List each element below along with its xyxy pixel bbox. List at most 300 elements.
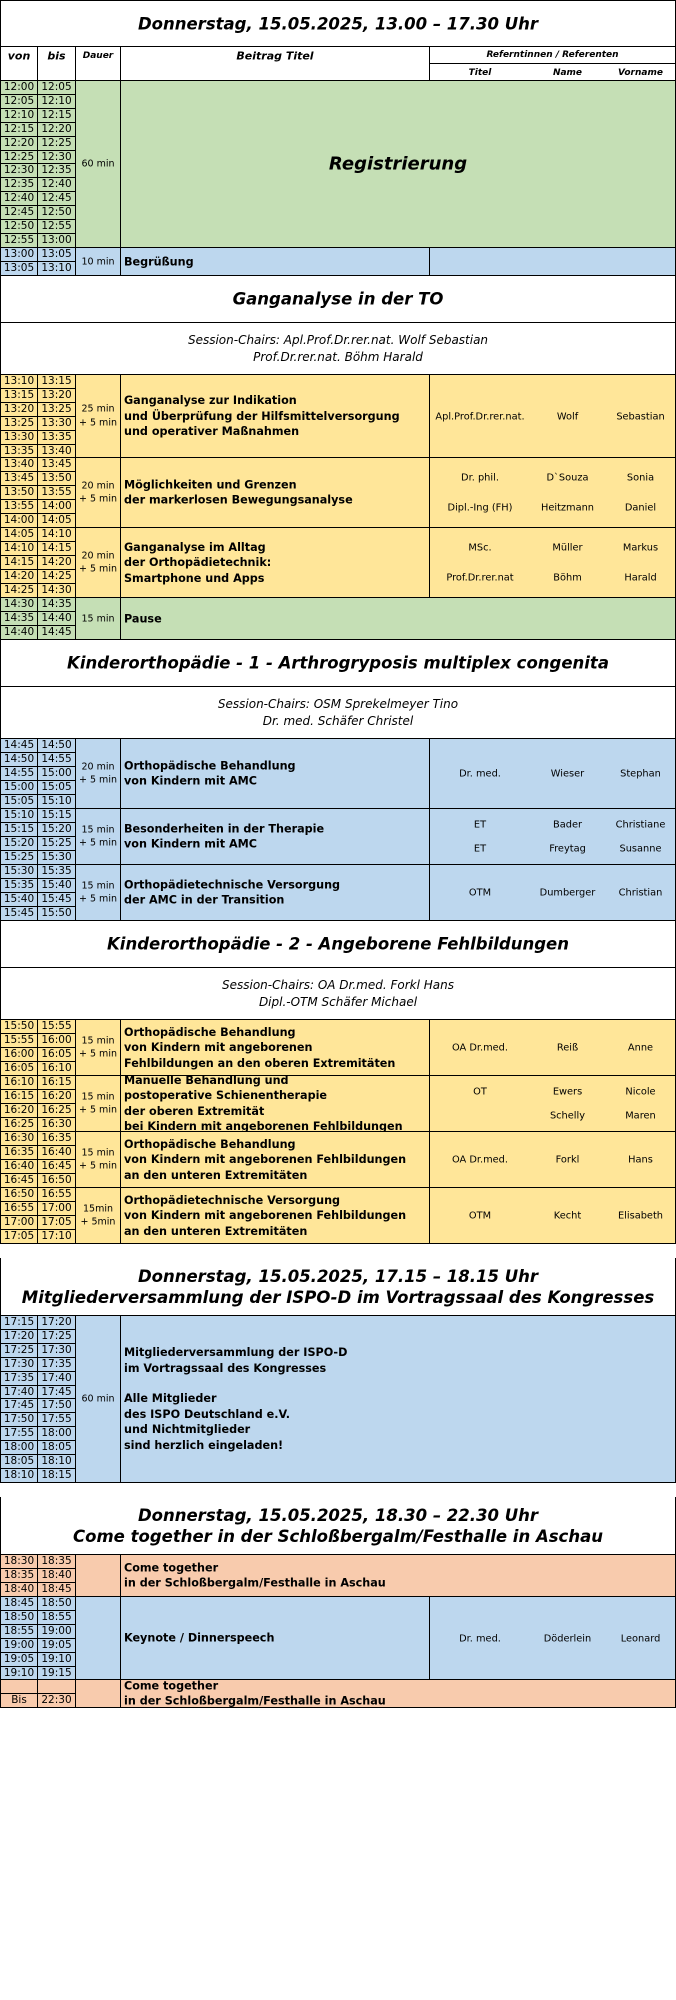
chairs-line: Prof.Dr.rer.nat. Böhm Harald bbox=[253, 349, 423, 364]
title-line: der markerlosen Bewegungsanalyse bbox=[124, 493, 353, 507]
chairs-line: Session-Chairs: OA Dr.med. Forkl Hans bbox=[221, 977, 454, 992]
speaker-name: D`Souza bbox=[546, 472, 589, 484]
program-block bbox=[0, 1597, 676, 1680]
time-bis: 14:40 bbox=[38, 612, 76, 626]
time-bis: 15:00 bbox=[38, 767, 76, 781]
banner-text bbox=[1, 13, 675, 34]
duration-line: 10 min bbox=[81, 255, 115, 267]
time-von: 15:45 bbox=[0, 907, 38, 921]
time-bis: 12:50 bbox=[38, 206, 76, 220]
time-von: 15:25 bbox=[0, 851, 38, 865]
time-bis: 16:50 bbox=[38, 1174, 76, 1188]
duration-line: 15 min bbox=[81, 1147, 115, 1158]
title-text bbox=[121, 1136, 429, 1183]
time-bis: 16:10 bbox=[38, 1062, 76, 1076]
duration-line: + 5 min bbox=[79, 1160, 117, 1172]
time-bis: 15:40 bbox=[38, 879, 76, 893]
title-line: Alle Mitglieder bbox=[124, 1392, 217, 1405]
speaker-name: Wieser bbox=[550, 768, 585, 780]
title-cell bbox=[121, 739, 430, 809]
time-bis: 14:15 bbox=[38, 542, 76, 556]
time-von: 13:45 bbox=[0, 472, 38, 486]
time-von: 18:40 bbox=[0, 1583, 38, 1597]
time-bis: 18:35 bbox=[38, 1555, 76, 1569]
time-bis: 16:15 bbox=[38, 1076, 76, 1090]
time-bis: 17:00 bbox=[38, 1202, 76, 1216]
time-bis: 15:55 bbox=[38, 1020, 76, 1034]
title-text bbox=[121, 1560, 675, 1591]
duration-text bbox=[76, 403, 120, 430]
duration-cell bbox=[76, 1076, 121, 1132]
speaker-vorname: Hans bbox=[628, 1154, 653, 1166]
title-line: Ganganalyse im Alltag bbox=[124, 540, 266, 554]
speaker-titel: ET bbox=[473, 819, 487, 831]
time-von: 14:50 bbox=[0, 753, 38, 767]
time-von: 16:00 bbox=[0, 1048, 38, 1062]
time-bis: 17:40 bbox=[38, 1372, 76, 1386]
duration-text bbox=[76, 479, 120, 506]
duration-line: 60 min bbox=[81, 158, 115, 170]
time-von: 13:15 bbox=[0, 389, 38, 403]
time-von: 13:35 bbox=[0, 445, 38, 458]
speaker-vorname: Stephan bbox=[620, 768, 661, 780]
duration-line: 15 min bbox=[81, 612, 115, 624]
banner-line: Come together in der Schloßbergalm/Festhalle in Aschau bbox=[73, 1526, 603, 1546]
title-line: von Kindern mit angeborenen Fehlbildungen bbox=[124, 1152, 407, 1166]
time-bis: 13:40 bbox=[38, 445, 76, 458]
table-header bbox=[0, 47, 676, 81]
speaker-titel: ET bbox=[473, 843, 487, 855]
time-von: 14:35 bbox=[0, 612, 38, 626]
time-von: 13:25 bbox=[0, 417, 38, 431]
duration-line: 20 min bbox=[81, 761, 115, 772]
duration-line: 60 min bbox=[81, 1393, 115, 1405]
banner-text bbox=[1, 289, 675, 310]
speaker-vorname: Harald bbox=[624, 572, 657, 584]
time-von: 15:00 bbox=[0, 781, 38, 795]
speaker-titel: Dr. med. bbox=[459, 1633, 501, 1644]
title-line: der Orthopädietechnik: bbox=[124, 555, 272, 569]
time-bis: 16:40 bbox=[38, 1146, 76, 1160]
time-bis bbox=[38, 1680, 76, 1694]
speakers-cell bbox=[430, 1132, 676, 1188]
time-bis: 17:10 bbox=[38, 1230, 76, 1244]
time-von: 12:50 bbox=[0, 220, 38, 234]
speaker-titel: OA Dr.med. bbox=[451, 1042, 509, 1054]
speaker-vorname: Elisabeth bbox=[617, 1210, 664, 1222]
time-von: 12:35 bbox=[0, 178, 38, 192]
title-line: an den unteren Extremitäten bbox=[124, 1168, 308, 1182]
speaker-name: Döderlein bbox=[543, 1633, 592, 1644]
time-bis: 16:20 bbox=[38, 1090, 76, 1104]
title-text bbox=[121, 611, 675, 627]
time-von: 18:30 bbox=[0, 1555, 38, 1569]
banner-line: Donnerstag, 15.05.2025, 17.15 – 18.15 Uhr bbox=[137, 1266, 539, 1286]
duration-text bbox=[76, 157, 120, 171]
time-bis: 14:45 bbox=[38, 626, 76, 640]
header-label: Referntinnen / Referenten bbox=[486, 50, 619, 60]
speakers-cell bbox=[430, 528, 676, 598]
chairs-line: Session-Chairs: Apl.Prof.Dr.rer.nat. Wolf Sebastian bbox=[187, 332, 489, 347]
time-von: 17:05 bbox=[0, 1230, 38, 1244]
time-bis: 15:45 bbox=[38, 893, 76, 907]
title-line: und Überprüfung der Hilfsmittelversorgung bbox=[124, 409, 400, 423]
time-bis: 13:10 bbox=[38, 262, 76, 276]
banner-text bbox=[1, 1266, 675, 1308]
duration-line: 15 min bbox=[81, 880, 115, 891]
duration-line: 15 min bbox=[81, 824, 115, 835]
header-label: von bbox=[7, 49, 31, 63]
time-bis: 13:35 bbox=[38, 431, 76, 445]
speakers-cell bbox=[430, 1188, 676, 1244]
program-block bbox=[0, 375, 676, 458]
time-von: 16:15 bbox=[0, 1090, 38, 1104]
speaker-name: Reiß bbox=[556, 1042, 579, 1054]
time-bis: 14:20 bbox=[38, 556, 76, 570]
duration-cell bbox=[76, 865, 121, 921]
time-bis: 14:35 bbox=[38, 598, 76, 612]
speaker-name: Müller bbox=[552, 542, 583, 554]
time-bis: 13:55 bbox=[38, 486, 76, 500]
title-text bbox=[121, 821, 429, 852]
time-von: 17:00 bbox=[0, 1216, 38, 1230]
title-cell bbox=[121, 1132, 430, 1188]
time-bis: 16:55 bbox=[38, 1188, 76, 1202]
header-label: Beitrag Titel bbox=[236, 49, 314, 63]
header-label: Dauer bbox=[82, 51, 114, 61]
speaker-name: Forkl bbox=[555, 1154, 580, 1166]
speaker-vorname: Nicole bbox=[625, 1086, 656, 1098]
title-line: bei Kindern mit angeborenen Fehlbildungen bbox=[124, 1120, 403, 1132]
time-von: 13:00 bbox=[0, 248, 38, 262]
title-line: Orthopädietechnische Versorgung bbox=[124, 1193, 341, 1207]
title-line: von Kindern mit AMC bbox=[124, 774, 258, 788]
title-text bbox=[121, 477, 429, 508]
duration-cell bbox=[76, 809, 121, 865]
speaker-titel: Prof.Dr.rer.nat bbox=[446, 572, 514, 584]
time-von: 19:05 bbox=[0, 1653, 38, 1667]
banner-text bbox=[1, 934, 675, 955]
speaker-titel: Dipl.-Ing (FH) bbox=[447, 502, 513, 514]
time-bis: 13:00 bbox=[38, 234, 76, 248]
time-von: 14:45 bbox=[0, 739, 38, 753]
time-bis: 16:45 bbox=[38, 1160, 76, 1174]
banner-line: Kinderorthopädie - 1 - Arthrogryposis multiplex congenita bbox=[67, 653, 609, 673]
time-bis: 17:05 bbox=[38, 1216, 76, 1230]
speakers-cell bbox=[430, 248, 676, 276]
duration-cell bbox=[76, 1188, 121, 1244]
time-bis: 19:00 bbox=[38, 1625, 76, 1639]
time-von: 15:40 bbox=[0, 893, 38, 907]
duration-line: + 5 min bbox=[79, 774, 117, 786]
chairs-text bbox=[1, 696, 675, 730]
program-block bbox=[0, 1132, 676, 1188]
duration-line: + 5 min bbox=[79, 493, 117, 505]
time-bis: 14:55 bbox=[38, 753, 76, 767]
title-cell bbox=[121, 1680, 676, 1708]
time-bis: 13:50 bbox=[38, 472, 76, 486]
speaker-titel: OTM bbox=[468, 1210, 492, 1222]
program-block bbox=[0, 528, 676, 598]
title-text bbox=[121, 539, 429, 586]
header-name-label: Name bbox=[552, 68, 583, 78]
title-line: von Kindern mit AMC bbox=[124, 837, 258, 851]
title-cell bbox=[121, 1555, 676, 1597]
time-von: 13:10 bbox=[0, 375, 38, 389]
speaker-vorname: Christiane bbox=[615, 819, 666, 831]
speaker-name: Böhm bbox=[553, 572, 582, 584]
speaker-titel: OTM bbox=[468, 887, 492, 899]
time-bis: 16:35 bbox=[38, 1132, 76, 1146]
time-bis: 12:05 bbox=[38, 81, 76, 95]
title-cell bbox=[121, 1020, 430, 1076]
section-banner bbox=[0, 276, 676, 323]
time-von: 12:00 bbox=[0, 81, 38, 95]
duration-text bbox=[76, 1392, 120, 1406]
chairs-text bbox=[1, 332, 675, 366]
time-von: 15:05 bbox=[0, 795, 38, 809]
chairs-cell bbox=[0, 687, 676, 739]
speakers-cell bbox=[430, 1020, 676, 1076]
speaker-titel: OA Dr.med. bbox=[451, 1154, 509, 1166]
time-bis: 17:20 bbox=[38, 1316, 76, 1330]
title-line: Möglichkeiten und Grenzen bbox=[124, 478, 297, 491]
time-von: 17:45 bbox=[0, 1399, 38, 1413]
title-cell bbox=[121, 1076, 430, 1132]
time-bis: 12:15 bbox=[38, 109, 76, 123]
time-bis: 15:30 bbox=[38, 851, 76, 865]
time-von: 18:10 bbox=[0, 1469, 38, 1483]
speaker-titel: OT bbox=[473, 1086, 487, 1098]
time-bis: 17:25 bbox=[38, 1330, 76, 1344]
session-chairs bbox=[0, 687, 676, 739]
speaker-vorname: Daniel bbox=[624, 502, 657, 514]
title-line: Registrierung bbox=[328, 153, 468, 175]
speaker-titel: Apl.Prof.Dr.rer.nat. bbox=[435, 411, 525, 422]
time-bis: 19:05 bbox=[38, 1639, 76, 1653]
title-line: Orthopädietechnische Versorgung bbox=[124, 878, 341, 891]
speaker-titel: Dr. med. bbox=[459, 768, 501, 780]
time-von: 16:40 bbox=[0, 1160, 38, 1174]
time-von: 12:30 bbox=[0, 164, 38, 178]
title-cell bbox=[121, 1597, 430, 1680]
section-banner bbox=[0, 0, 676, 47]
title-text bbox=[121, 1076, 429, 1132]
section-banner bbox=[0, 921, 676, 968]
banner-cell bbox=[0, 640, 676, 687]
banner-line: Donnerstag, 15.05.2025, 18.30 – 22.30 Uhr bbox=[137, 1505, 539, 1525]
program-block bbox=[0, 1188, 676, 1244]
time-bis: 13:30 bbox=[38, 417, 76, 431]
title-line: der AMC in der Transition bbox=[124, 893, 285, 907]
duration-line: 15 min bbox=[81, 1091, 115, 1102]
duration-text bbox=[76, 1146, 120, 1173]
banner-text bbox=[1, 1505, 675, 1547]
time-von: 18:55 bbox=[0, 1625, 38, 1639]
program-block bbox=[0, 1316, 676, 1483]
time-von: 15:30 bbox=[0, 865, 38, 879]
time-von: 16:20 bbox=[0, 1104, 38, 1118]
banner-cell bbox=[0, 921, 676, 968]
program-block bbox=[0, 1680, 676, 1708]
title-cell bbox=[121, 809, 430, 865]
time-von: 17:35 bbox=[0, 1372, 38, 1386]
title-cell bbox=[121, 598, 676, 640]
title-text bbox=[121, 1680, 675, 1708]
time-bis: 13:45 bbox=[38, 458, 76, 472]
program-block bbox=[0, 1020, 676, 1076]
duration-line: 25 min bbox=[81, 403, 115, 415]
time-bis: 16:05 bbox=[38, 1048, 76, 1062]
speaker-vorname: Maren bbox=[625, 1110, 656, 1122]
title-line: Begrüßung bbox=[124, 254, 194, 268]
title-cell bbox=[121, 375, 430, 458]
speaker-titel: Dr. phil. bbox=[461, 472, 499, 484]
title-text bbox=[121, 877, 429, 908]
title-line: im Vortragssaal des Kongresses bbox=[124, 1361, 327, 1375]
duration-line: + 5 min bbox=[79, 1048, 117, 1060]
time-von: 12:55 bbox=[0, 234, 38, 248]
duration-line: 15min bbox=[82, 1203, 113, 1214]
duration-line: + 5 min bbox=[79, 417, 117, 428]
chairs-cell bbox=[0, 323, 676, 375]
banner-line: Donnerstag, 15.05.2025, 13.00 – 17.30 Uhr bbox=[137, 14, 539, 33]
title-line: Pause bbox=[124, 611, 162, 625]
time-von: 12:10 bbox=[0, 109, 38, 123]
time-bis: 18:05 bbox=[38, 1441, 76, 1455]
time-von: 18:50 bbox=[0, 1611, 38, 1625]
duration-text bbox=[76, 549, 120, 576]
time-bis: 15:10 bbox=[38, 795, 76, 809]
time-bis: 17:35 bbox=[38, 1358, 76, 1372]
title-line: von Kindern mit angeborenen bbox=[124, 1040, 313, 1054]
duration-cell bbox=[76, 458, 121, 528]
time-von: 15:50 bbox=[0, 1020, 38, 1034]
time-von: 15:35 bbox=[0, 879, 38, 893]
speaker-name: Wolf bbox=[556, 411, 579, 422]
title-line: von Kindern mit angeborenen Fehlbildungen bbox=[124, 1208, 407, 1222]
time-von: 12:40 bbox=[0, 192, 38, 206]
title-line: Besonderheiten in der Therapie bbox=[124, 822, 325, 835]
time-von: 14:25 bbox=[0, 584, 38, 598]
time-bis: 14:50 bbox=[38, 739, 76, 753]
title-line: sind herzlich eingeladen! bbox=[124, 1438, 284, 1452]
section-banner bbox=[0, 1258, 676, 1316]
time-von: 15:55 bbox=[0, 1034, 38, 1048]
title-line: postoperative Schienentherapie bbox=[124, 1089, 327, 1102]
time-bis: 13:20 bbox=[38, 389, 76, 403]
speaker-vorname: Susanne bbox=[619, 843, 662, 855]
time-von: 14:00 bbox=[0, 514, 38, 528]
title-line: Smartphone und Apps bbox=[124, 571, 265, 585]
time-von: 16:25 bbox=[0, 1118, 38, 1132]
title-text bbox=[121, 1192, 429, 1239]
header-titel-label: Titel bbox=[468, 68, 492, 78]
time-von: 15:15 bbox=[0, 823, 38, 837]
time-von: 13:50 bbox=[0, 486, 38, 500]
time-bis: 18:10 bbox=[38, 1455, 76, 1469]
duration-line: + 5 min bbox=[79, 837, 117, 849]
time-bis: 17:50 bbox=[38, 1399, 76, 1413]
time-von: 13:30 bbox=[0, 431, 38, 445]
time-bis: 12:45 bbox=[38, 192, 76, 206]
time-von: 15:10 bbox=[0, 809, 38, 823]
header-subcells bbox=[430, 64, 676, 81]
title-cell bbox=[121, 865, 430, 921]
time-bis: 12:10 bbox=[38, 95, 76, 109]
time-bis: 18:00 bbox=[38, 1427, 76, 1441]
time-bis: 17:55 bbox=[38, 1413, 76, 1427]
time-bis: 13:05 bbox=[38, 248, 76, 262]
banner-line: Ganganalyse in der TO bbox=[232, 289, 444, 309]
duration-line: + 5min bbox=[80, 1216, 116, 1228]
title-line: in der Schloßbergalm/Festhalle in Aschau bbox=[124, 1694, 386, 1708]
banner-line: Kinderorthopädie - 2 - Angeborene Fehlbildungen bbox=[107, 934, 569, 954]
chairs-cell bbox=[0, 968, 676, 1020]
speaker-name: Schelly bbox=[549, 1110, 586, 1122]
duration-cell bbox=[76, 1132, 121, 1188]
time-bis: 15:35 bbox=[38, 865, 76, 879]
speaker-vorname: Markus bbox=[622, 542, 659, 554]
title-cell bbox=[121, 528, 430, 598]
duration-cell bbox=[76, 739, 121, 809]
time-von: 18:05 bbox=[0, 1455, 38, 1469]
header-sub bbox=[0, 64, 676, 81]
duration-cell bbox=[76, 248, 121, 276]
duration-text bbox=[76, 255, 120, 269]
time-von: 14:30 bbox=[0, 598, 38, 612]
duration-text bbox=[76, 1034, 120, 1061]
time-von bbox=[0, 1680, 38, 1694]
time-von: 13:55 bbox=[0, 500, 38, 514]
duration-cell bbox=[76, 1597, 121, 1680]
title-text bbox=[121, 393, 429, 440]
title-line: Come together bbox=[124, 1680, 219, 1692]
time-von: 16:30 bbox=[0, 1132, 38, 1146]
time-bis: 18:40 bbox=[38, 1569, 76, 1583]
time-bis: 12:30 bbox=[38, 151, 76, 164]
header-referenten bbox=[430, 47, 676, 64]
program-block bbox=[0, 1076, 676, 1132]
duration-cell bbox=[76, 1316, 121, 1483]
title-text bbox=[121, 1345, 675, 1453]
duration-cell bbox=[76, 81, 121, 248]
time-bis: 19:10 bbox=[38, 1653, 76, 1667]
time-bis: 12:35 bbox=[38, 164, 76, 178]
title-text bbox=[121, 1024, 429, 1071]
program-block bbox=[0, 598, 676, 640]
title-line: der oberen Extremität bbox=[124, 1104, 265, 1118]
time-von: 18:00 bbox=[0, 1441, 38, 1455]
duration-cell bbox=[76, 375, 121, 458]
banner-line: Mitgliederversammlung der ISPO-D im Vortragssaal des Kongresses bbox=[21, 1287, 655, 1307]
time-von: 12:25 bbox=[0, 151, 38, 164]
title-line: an den unteren Extremitäten bbox=[124, 1224, 308, 1238]
speaker-name: Bader bbox=[553, 819, 582, 831]
program-block bbox=[0, 248, 676, 276]
time-von: 14:20 bbox=[0, 570, 38, 584]
time-von: 12:15 bbox=[0, 123, 38, 137]
time-bis: 14:10 bbox=[38, 528, 76, 542]
duration-text bbox=[76, 879, 120, 906]
speaker-name: Ewers bbox=[552, 1086, 583, 1098]
speaker-name: Freytag bbox=[549, 843, 586, 855]
duration-text bbox=[76, 760, 120, 787]
speakers-cell bbox=[430, 739, 676, 809]
time-bis: 14:00 bbox=[38, 500, 76, 514]
chairs-text bbox=[1, 977, 675, 1011]
duration-cell bbox=[76, 1680, 121, 1708]
